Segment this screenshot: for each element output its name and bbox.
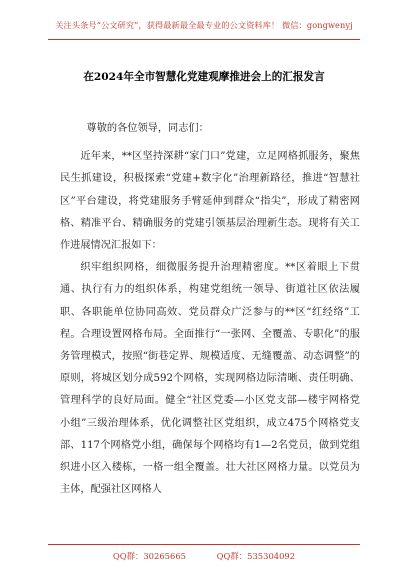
paragraph-grid: 织牢组织网格，细微服务提升治理精密度。**区着眼上下贯通、执行有力的组织体系，构建党组统一领导、街道社区依法履职、各职能单位协同高效、党员群众广泛参与的**区“红经络”工程。合理设置网格布局。全面推行“一张网、全覆盖、专职化”的服务管理模式，按照“街巷定界、规模适度、无缝覆盖、动态调整”的原则，将城区划分成592个网格，实现网格边际清晰、责任明确、管理科学的良好局面。健全“社区党委—小区党支部—楼宇网格党小组”三级治理体系，优化调整社区党组织，成立475个网格党支部、117个网格党小组，确保每个网格均有1—2名党员，做到党组织进小区入楼栋，一格一组全覆盖。壮大社区网格力量。以党员为主体，配强社区网格人 [60, 262, 360, 496]
paragraph-intro: 近年来，**区坚持深耕“家门口”党建，立足网格抓服务，聚焦民生抓建设，积极探索“党建+数字化”治理新路径，推进“智慧社区”平台建设，将党建服务手臂延伸到群众“指尖”，形成了精密网格、精准平台、精确服务的党建引领基层治理新生态。现将有关工作进展情况汇报如下： [60, 151, 360, 252]
document-title: 在2024年全市智慧化党建观摩推进会上的汇报发言 [83, 71, 325, 83]
header-banner: 关注头条号“公文研究”，获得最新最全最专业的公文资料库！ 微信：gongwenyj [55, 20, 353, 30]
footer-qq-group-1: QQ群：30265665 [112, 551, 186, 561]
footer [48, 550, 360, 562]
salutation: 尊敬的各位领导，同志们： [86, 123, 209, 134]
document-body [60, 118, 360, 501]
footer-divider [48, 544, 360, 545]
header-divider [48, 39, 360, 40]
footer-qq-group-2: QQ群：535304092 [216, 551, 296, 561]
